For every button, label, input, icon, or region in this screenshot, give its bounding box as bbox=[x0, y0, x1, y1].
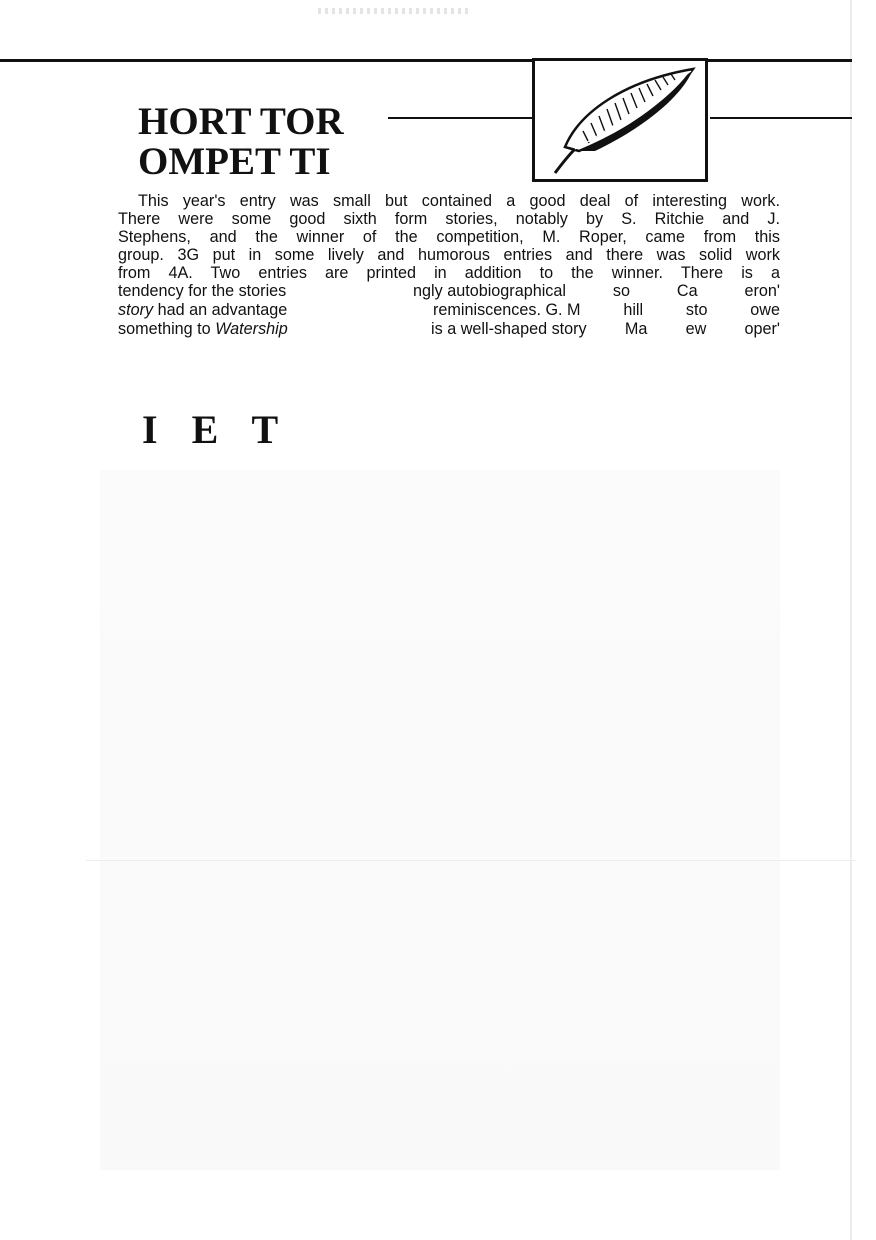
article-title-line-1: HORT TOR bbox=[138, 100, 344, 143]
row-fragment: ngly autobiographical bbox=[413, 282, 566, 300]
row-fragment: Ca bbox=[676, 282, 698, 300]
row-right-text bbox=[413, 301, 780, 320]
row-right-text bbox=[413, 282, 780, 301]
row-fragment: eron' bbox=[744, 282, 780, 300]
intro-row bbox=[118, 301, 780, 320]
intro-line: from 4A. Two entries are printed in addition to the winner. There is a bbox=[118, 264, 780, 282]
row-fragment: reminiscences. G. M bbox=[433, 301, 581, 319]
italic-text: Watership bbox=[215, 320, 288, 338]
row-fragment: oper' bbox=[744, 320, 780, 338]
scan-smudge bbox=[318, 8, 468, 14]
row-left-text bbox=[118, 301, 413, 320]
row-fragment: hill bbox=[623, 301, 644, 319]
title-connector-rule bbox=[388, 117, 534, 119]
feather-box bbox=[532, 58, 708, 182]
article-title-line-2: OMPET TI bbox=[138, 140, 331, 183]
row-fragment: something to bbox=[118, 320, 216, 338]
row-left-text: tendency for the stories bbox=[118, 282, 287, 300]
row-fragment: is a well-shaped story bbox=[431, 320, 587, 338]
intro-line: Stephens, and the winner of the competition, M. Roper, came from this bbox=[118, 228, 780, 246]
row-fragment: ew bbox=[685, 320, 707, 338]
article-title bbox=[138, 102, 344, 182]
intro-paragraph bbox=[118, 192, 780, 339]
italic-text: story bbox=[118, 301, 154, 319]
right-connector-rule bbox=[710, 117, 852, 119]
intro-row bbox=[118, 320, 780, 339]
intro-line: There were some good sixth form stories, notably by S. Ritchie and J. bbox=[118, 210, 780, 228]
intro-line: group. 3G put in some lively and humorous entries and there was solid work bbox=[118, 246, 780, 264]
row-fragment: so bbox=[612, 282, 630, 300]
faded-rule bbox=[86, 860, 856, 861]
section-heading: I E T bbox=[142, 407, 291, 452]
row-fragment: sto bbox=[685, 301, 708, 319]
scan-edge bbox=[850, 0, 852, 1240]
feather-quill-icon bbox=[535, 61, 705, 179]
row-left-text bbox=[118, 320, 413, 339]
intro-line: This year's entry was small but contained a good deal of interesting work. bbox=[138, 192, 780, 210]
intro-row bbox=[118, 282, 780, 301]
row-fragment: Ma bbox=[624, 320, 648, 338]
row-fragment: owe bbox=[750, 301, 780, 319]
row-fragment: had an advantage bbox=[153, 301, 288, 319]
row-right-text bbox=[413, 320, 780, 339]
faded-text-area bbox=[100, 470, 780, 1170]
header-rule bbox=[0, 59, 852, 62]
